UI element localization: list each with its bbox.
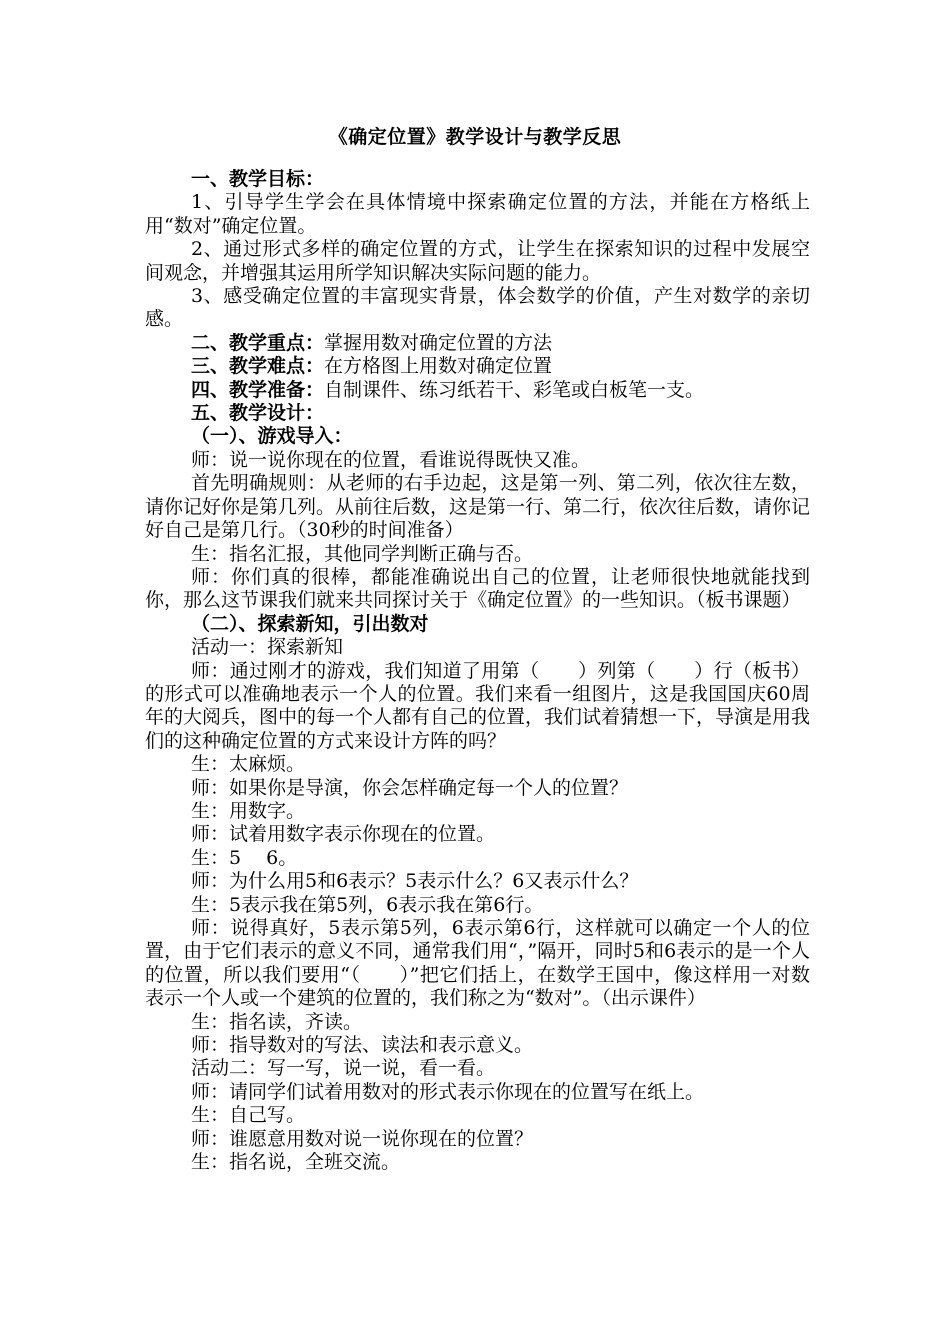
objective-item: 3、感受确定位置的丰富现实背景，体会数学的价值，产生对数学的亲切感。	[145, 285, 810, 331]
section-label: 三、教学难点：	[191, 355, 325, 378]
dialogue-line: 师：为什么用5和6表示？5表示什么？6又表示什么？	[191, 870, 639, 893]
section-label: 二、教学重点：	[191, 331, 325, 354]
dialogue-line: 师：通过刚才的游戏，我们知道了用第（ ）列第（ ）行（板书）的形式可以准确地表示一个人的位置。我们来看一组图片，这是我国国庆60周年的大阅兵，图中的每一个人都有自己的位置，我们试着猜想一下，导演是用我们的这种确定位置的方式来设计方阵的吗？	[145, 659, 811, 752]
dialogue-line: 生：指名汇报，其他同学判断正确与否。	[191, 542, 534, 565]
dialogue-line: 首先明确规则：从老师的右手边起，这是第一列、第二列，依次往左数，请你记好你是第几列。从前往后数，这是第一行、第二行，依次往后数，请你记好自己是第几行。（30秒的时间准备）	[145, 472, 811, 542]
dialogue-line: 师：你们真的很棒，都能准确说出自己的位置，让老师很快地就能找到你，那么这节课我们就来共同探讨关于《确定位置》的一些知识。（板书课题）	[145, 565, 810, 612]
dialogue-line: 生：指名读，齐读。	[191, 1010, 363, 1033]
dialogue-line: 师：请同学们试着用数对的形式表示你现在的位置写在纸上。	[191, 1080, 705, 1103]
dialogue-line: 活动二：写一写，说一说，看一看。	[191, 1057, 496, 1080]
subsection-heading-game: （一）、游戏导入：	[191, 425, 353, 448]
section-key-points	[145, 332, 810, 355]
subsection-heading-explore: （二）、探索新知，引出数对	[191, 612, 429, 635]
dialogue-line: 师：谁愿意用数对说一说你现在的位置？	[191, 1127, 534, 1150]
document-body	[145, 168, 810, 1174]
section-preparation	[145, 379, 810, 402]
dialogue-line: 师：说得真好，5表示第5列，6表示第6行，这样就可以确定一个人的位置，由于它们表示的意义不同，通常我们用“，”隔开，同时5和6表示的是一个人的位置，所以我们要用“（ ）”把它们括上，在数学王国中，像这样用一对数表示一个人或一个建筑的位置的，我们称之为“数对”。（出示课件）	[145, 917, 810, 1010]
dialogue-line: 生：指名说，全班交流。	[191, 1151, 401, 1174]
dialogue-line: 师：试着用数字表示你现在的位置。	[191, 823, 496, 846]
section-heading-design: 五、教学设计：	[191, 402, 325, 425]
section-text: 在方格图上用数对确定位置	[324, 355, 553, 378]
section-heading-objectives: 一、教学目标：	[191, 168, 325, 190]
section-text: 掌握用数对确定位置的方法	[324, 331, 553, 354]
document-title: 《确定位置》教学设计与教学反思	[328, 126, 622, 148]
dialogue-line: 师：指导数对的写法、读法和表示意义。	[191, 1034, 534, 1057]
section-label: 四、教学准备：	[191, 378, 325, 401]
dialogue-line: 师：如果你是导演，你会怎样确定每一个人的位置？	[191, 776, 629, 799]
section-text: 自制课件、练习纸若干、彩笔或白板笔一支。	[324, 378, 705, 401]
dialogue-line: 生：5 6。	[191, 846, 298, 869]
dialogue-line: 生：5表示我在第5列，6表示我在第6行。	[191, 893, 544, 916]
section-difficulties	[145, 355, 810, 378]
dialogue-line: 生：自己写。	[191, 1104, 306, 1127]
dialogue-line: 生：太麻烦。	[191, 753, 306, 776]
dialogue-line: 生：用数字。	[191, 799, 306, 822]
dialogue-line: 活动一：探索新知	[191, 636, 344, 659]
dialogue-line: 师：说一说你现在的位置，看谁说得既快又准。	[191, 448, 591, 471]
objective-item: 2、通过形式多样的确定位置的方式，让学生在探索知识的过程中发展空间观念，并增强其运用所学知识解决实际问题的能力。	[145, 238, 810, 284]
objective-item: 1、引导学生学会在具体情境中探索确定位置的方法，并能在方格纸上用“数对”确定位置。	[145, 191, 810, 237]
